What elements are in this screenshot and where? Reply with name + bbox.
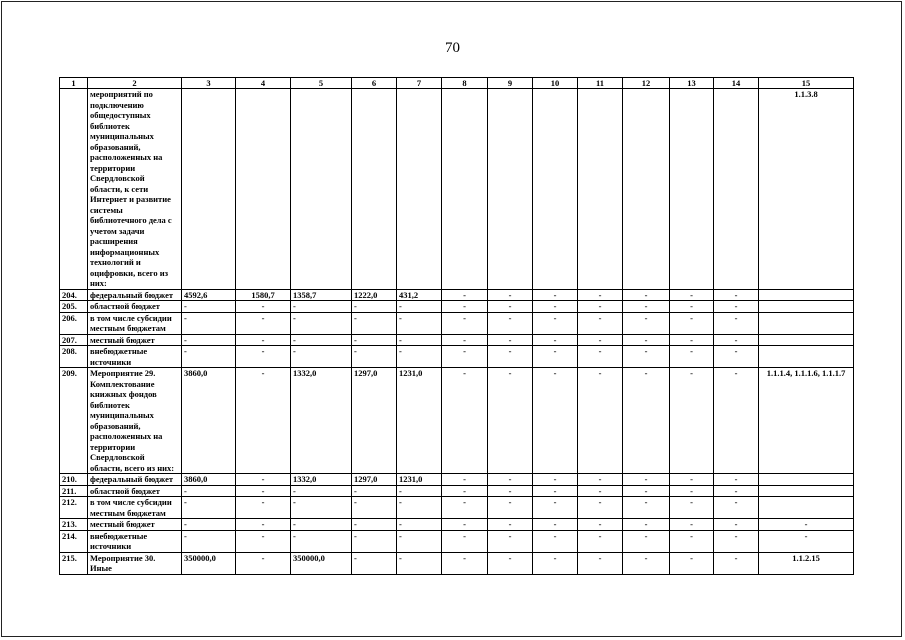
value-col-9: - — [488, 497, 533, 519]
value-col-3 — [182, 89, 236, 290]
value-col-13: - — [670, 530, 714, 552]
value-col-4: 1580,7 — [236, 289, 291, 301]
value-col-5: 1358,7 — [291, 289, 352, 301]
value-col-12: - — [623, 485, 670, 497]
value-col-11: - — [578, 289, 623, 301]
value-col-4: - — [236, 312, 291, 334]
table-body — [60, 78, 854, 575]
row-name: Мероприятие 29. Комплектование книжных фондов библиотек муниципальных образований, расположенных на территории Свердловской области, всего из них: — [88, 368, 182, 474]
row-name: внебюджетные источники — [88, 530, 182, 552]
value-col-5: - — [291, 485, 352, 497]
value-col-11: - — [578, 552, 623, 574]
value-col-13: - — [670, 519, 714, 531]
row-number — [60, 89, 88, 290]
value-col-6: - — [352, 497, 397, 519]
column-header-row — [60, 78, 854, 89]
value-col-12: - — [623, 474, 670, 486]
value-col-6 — [352, 89, 397, 290]
row-name: федеральный бюджет — [88, 474, 182, 486]
column-header: 6 — [352, 78, 397, 89]
value-col-12: - — [623, 497, 670, 519]
row-name: местный бюджет — [88, 334, 182, 346]
value-col-6: - — [352, 530, 397, 552]
table-row — [60, 552, 854, 574]
value-col-13: - — [670, 312, 714, 334]
value-col-3: - — [182, 530, 236, 552]
table-row — [60, 519, 854, 531]
value-col-9: - — [488, 485, 533, 497]
value-col-14: - — [714, 346, 759, 368]
value-col-3: - — [182, 346, 236, 368]
row-name: федеральный бюджет — [88, 289, 182, 301]
value-col-7: - — [397, 334, 442, 346]
value-col-5: - — [291, 530, 352, 552]
table-row — [60, 312, 854, 334]
value-col-3: - — [182, 485, 236, 497]
value-col-8: - — [442, 289, 488, 301]
value-col-10: - — [533, 289, 578, 301]
value-col-11: - — [578, 334, 623, 346]
value-col-14: - — [714, 497, 759, 519]
value-col-12: - — [623, 519, 670, 531]
value-col-10: - — [533, 312, 578, 334]
value-col-6: - — [352, 334, 397, 346]
target-code: 1.1.1.4, 1.1.1.6, 1.1.1.7 — [759, 368, 854, 474]
value-col-3: - — [182, 497, 236, 519]
value-col-13: - — [670, 485, 714, 497]
row-name: областной бюджет — [88, 301, 182, 313]
value-col-7: - — [397, 312, 442, 334]
value-col-12: - — [623, 346, 670, 368]
target-code: - — [759, 519, 854, 531]
value-col-14: - — [714, 519, 759, 531]
value-col-13: - — [670, 368, 714, 474]
value-col-13: - — [670, 552, 714, 574]
row-number: 212. — [60, 497, 88, 519]
value-col-13 — [670, 89, 714, 290]
value-col-11: - — [578, 530, 623, 552]
value-col-9: - — [488, 346, 533, 368]
value-col-3: 350000,0 — [182, 552, 236, 574]
value-col-10 — [533, 89, 578, 290]
value-col-4: - — [236, 334, 291, 346]
value-col-8: - — [442, 552, 488, 574]
target-code — [759, 289, 854, 301]
value-col-12 — [623, 89, 670, 290]
value-col-8: - — [442, 474, 488, 486]
value-col-13: - — [670, 289, 714, 301]
value-col-11: - — [578, 485, 623, 497]
row-number: 209. — [60, 368, 88, 474]
value-col-3: - — [182, 301, 236, 313]
value-col-9: - — [488, 312, 533, 334]
program-table — [59, 77, 854, 575]
row-number: 208. — [60, 346, 88, 368]
table-row — [60, 334, 854, 346]
target-code — [759, 474, 854, 486]
value-col-7: - — [397, 301, 442, 313]
value-col-14 — [714, 89, 759, 290]
target-code: - — [759, 530, 854, 552]
row-name: местный бюджет — [88, 519, 182, 531]
table-row — [60, 301, 854, 313]
value-col-9: - — [488, 530, 533, 552]
row-number: 214. — [60, 530, 88, 552]
value-col-8: - — [442, 497, 488, 519]
value-col-4: - — [236, 485, 291, 497]
value-col-5: - — [291, 334, 352, 346]
row-number: 213. — [60, 519, 88, 531]
column-header: 13 — [670, 78, 714, 89]
value-col-14: - — [714, 474, 759, 486]
value-col-5: - — [291, 497, 352, 519]
value-col-14: - — [714, 334, 759, 346]
column-header: 5 — [291, 78, 352, 89]
value-col-4: - — [236, 301, 291, 313]
target-code — [759, 334, 854, 346]
value-col-11: - — [578, 346, 623, 368]
value-col-3: - — [182, 312, 236, 334]
target-code: 1.1.2.15 — [759, 552, 854, 574]
value-col-14: - — [714, 485, 759, 497]
value-col-7: 431,2 — [397, 289, 442, 301]
value-col-4: - — [236, 530, 291, 552]
value-col-6: 1222,0 — [352, 289, 397, 301]
value-col-9: - — [488, 368, 533, 474]
value-col-6: - — [352, 519, 397, 531]
value-col-4: - — [236, 497, 291, 519]
row-number: 207. — [60, 334, 88, 346]
value-col-3: 3860,0 — [182, 368, 236, 474]
row-name: мероприятий по подключению общедоступных библиотек муниципальных образований, расположенных на территории Свердловской области, к сети Интернет и развитие системы библиотечного дела с учетом задачи расширения информационных технологий и оцифровки, всего из них: — [88, 89, 182, 290]
value-col-14: - — [714, 552, 759, 574]
value-col-11: - — [578, 312, 623, 334]
value-col-7: 1231,0 — [397, 368, 442, 474]
value-col-8: - — [442, 346, 488, 368]
value-col-12: - — [623, 301, 670, 313]
value-col-6: - — [352, 312, 397, 334]
value-col-11: - — [578, 301, 623, 313]
row-number: 215. — [60, 552, 88, 574]
value-col-6: - — [352, 485, 397, 497]
value-col-11 — [578, 89, 623, 290]
value-col-4: - — [236, 346, 291, 368]
row-number: 211. — [60, 485, 88, 497]
value-col-7: - — [397, 346, 442, 368]
value-col-14: - — [714, 368, 759, 474]
value-col-4: - — [236, 552, 291, 574]
column-header: 4 — [236, 78, 291, 89]
value-col-10: - — [533, 530, 578, 552]
value-col-9: - — [488, 474, 533, 486]
value-col-5: - — [291, 312, 352, 334]
value-col-11: - — [578, 519, 623, 531]
value-col-8: - — [442, 485, 488, 497]
row-number: 205. — [60, 301, 88, 313]
value-col-8: - — [442, 530, 488, 552]
value-col-14: - — [714, 301, 759, 313]
column-header: 3 — [182, 78, 236, 89]
value-col-4: - — [236, 474, 291, 486]
value-col-11: - — [578, 368, 623, 474]
value-col-5: 350000,0 — [291, 552, 352, 574]
table-row — [60, 485, 854, 497]
value-col-3: 3860,0 — [182, 474, 236, 486]
row-name: областной бюджет — [88, 485, 182, 497]
column-header: 1 — [60, 78, 88, 89]
value-col-10: - — [533, 519, 578, 531]
row-name: в том числе субсидии местным бюджетам — [88, 312, 182, 334]
table-row — [60, 497, 854, 519]
target-code — [759, 497, 854, 519]
value-col-12: - — [623, 368, 670, 474]
table-row — [60, 368, 854, 474]
column-header: 11 — [578, 78, 623, 89]
target-code — [759, 346, 854, 368]
column-header: 10 — [533, 78, 578, 89]
value-col-12: - — [623, 289, 670, 301]
value-col-7: - — [397, 519, 442, 531]
target-code — [759, 312, 854, 334]
value-col-14: - — [714, 312, 759, 334]
value-col-7: - — [397, 530, 442, 552]
column-header: 14 — [714, 78, 759, 89]
value-col-10: - — [533, 346, 578, 368]
table-row — [60, 89, 854, 290]
value-col-5: - — [291, 519, 352, 531]
value-col-8: - — [442, 301, 488, 313]
table-row — [60, 289, 854, 301]
value-col-9: - — [488, 519, 533, 531]
column-header: 15 — [759, 78, 854, 89]
value-col-14: - — [714, 289, 759, 301]
value-col-10: - — [533, 552, 578, 574]
value-col-9: - — [488, 301, 533, 313]
row-number: 210. — [60, 474, 88, 486]
value-col-7: - — [397, 497, 442, 519]
value-col-13: - — [670, 346, 714, 368]
table-row — [60, 346, 854, 368]
value-col-6: 1297,0 — [352, 368, 397, 474]
value-col-14: - — [714, 530, 759, 552]
value-col-10: - — [533, 301, 578, 313]
value-col-8: - — [442, 334, 488, 346]
row-number: 204. — [60, 289, 88, 301]
value-col-10: - — [533, 497, 578, 519]
value-col-6: 1297,0 — [352, 474, 397, 486]
value-col-9: - — [488, 289, 533, 301]
column-header: 8 — [442, 78, 488, 89]
value-col-8: - — [442, 519, 488, 531]
value-col-7: - — [397, 485, 442, 497]
value-col-4: - — [236, 368, 291, 474]
value-col-6: - — [352, 346, 397, 368]
row-name: внебюджетные источники — [88, 346, 182, 368]
column-header: 2 — [88, 78, 182, 89]
value-col-10: - — [533, 334, 578, 346]
value-col-7 — [397, 89, 442, 290]
value-col-4 — [236, 89, 291, 290]
value-col-10: - — [533, 474, 578, 486]
value-col-12: - — [623, 552, 670, 574]
target-code: 1.1.3.8 — [759, 89, 854, 290]
table-row — [60, 474, 854, 486]
value-col-11: - — [578, 497, 623, 519]
target-code — [759, 485, 854, 497]
table-row — [60, 530, 854, 552]
value-col-9: - — [488, 552, 533, 574]
value-col-10: - — [533, 485, 578, 497]
value-col-5: 1332,0 — [291, 368, 352, 474]
value-col-7: - — [397, 552, 442, 574]
value-col-13: - — [670, 301, 714, 313]
value-col-8 — [442, 89, 488, 290]
value-col-3: - — [182, 334, 236, 346]
value-col-3: - — [182, 519, 236, 531]
value-col-9 — [488, 89, 533, 290]
value-col-9: - — [488, 334, 533, 346]
value-col-5 — [291, 89, 352, 290]
value-col-8: - — [442, 368, 488, 474]
value-col-12: - — [623, 312, 670, 334]
value-col-8: - — [442, 312, 488, 334]
value-col-5: 1332,0 — [291, 474, 352, 486]
value-col-13: - — [670, 474, 714, 486]
column-header: 9 — [488, 78, 533, 89]
column-header: 7 — [397, 78, 442, 89]
value-col-3: 4592,6 — [182, 289, 236, 301]
row-name: Мероприятие 30. Иные — [88, 552, 182, 574]
target-code — [759, 301, 854, 313]
row-name: в том числе субсидии местным бюджетам — [88, 497, 182, 519]
value-col-11: - — [578, 474, 623, 486]
value-col-6: - — [352, 552, 397, 574]
value-col-7: 1231,0 — [397, 474, 442, 486]
value-col-5: - — [291, 301, 352, 313]
value-col-12: - — [623, 530, 670, 552]
value-col-13: - — [670, 334, 714, 346]
value-col-4: - — [236, 519, 291, 531]
row-number: 206. — [60, 312, 88, 334]
column-header: 12 — [623, 78, 670, 89]
value-col-6: - — [352, 301, 397, 313]
value-col-10: - — [533, 368, 578, 474]
value-col-12: - — [623, 334, 670, 346]
value-col-5: - — [291, 346, 352, 368]
value-col-13: - — [670, 497, 714, 519]
page-number: 70 — [445, 40, 460, 56]
